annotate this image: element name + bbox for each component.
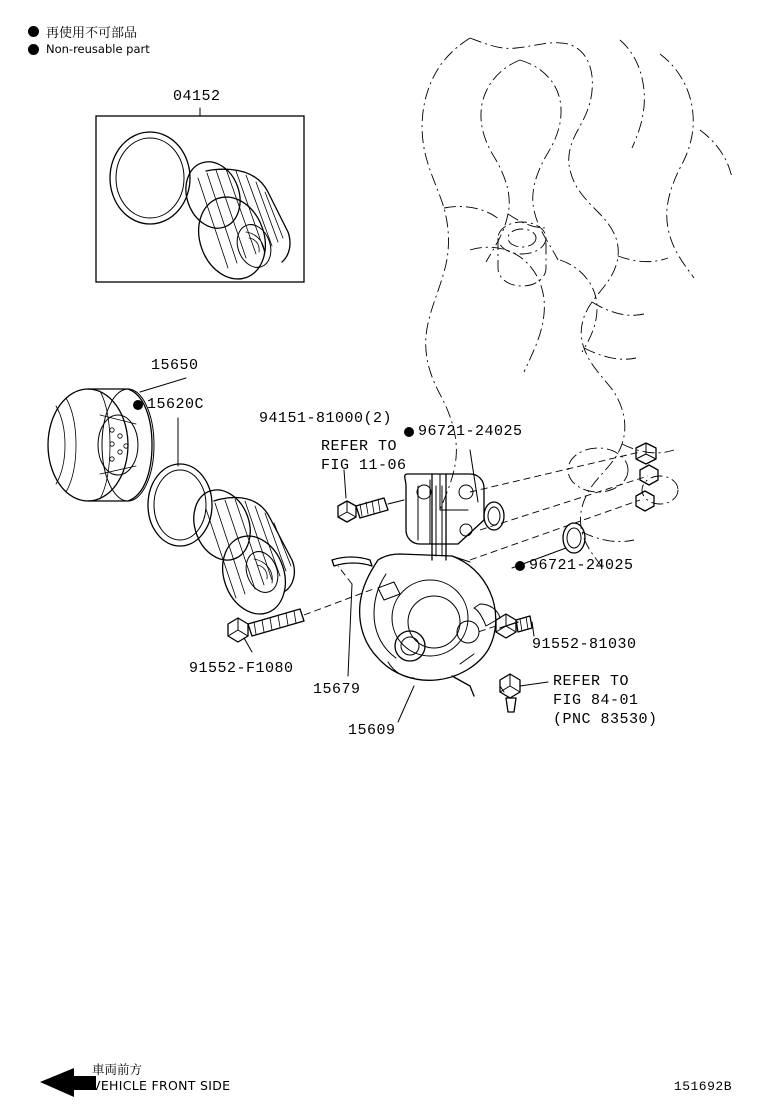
kit-box-04152 <box>96 108 304 288</box>
stud-bolt-94151 <box>338 470 404 522</box>
oil-pump-assembly <box>332 474 500 696</box>
legend-label-jp: 再使用不可部品 <box>46 25 138 41</box>
callout-15679: 15679 <box>313 681 361 698</box>
callout-96721-24025-upper <box>404 423 523 440</box>
legend-item <box>28 40 150 58</box>
engine-block-outline <box>422 38 732 570</box>
legend <box>28 22 150 58</box>
filled-circle-icon <box>133 400 143 410</box>
callout-96721-24025-lower <box>515 557 634 574</box>
filled-circle-icon <box>404 427 414 437</box>
reference-fig-84-01-line3: (PNC 83530) <box>553 710 658 728</box>
filled-circle-icon <box>515 561 525 571</box>
bolt-91552-F1080 <box>228 588 376 652</box>
reference-fig-84-01-line1: REFER TO <box>553 673 630 690</box>
figure-code: 151692B <box>673 1079 732 1094</box>
legend-item <box>28 22 150 40</box>
callout-04152: 04152 <box>173 88 221 105</box>
filled-circle-icon <box>28 26 39 37</box>
reference-fig-11-06-line2: FIG 11-06 <box>321 456 407 474</box>
callout-15650: 15650 <box>151 357 199 374</box>
vehicle-front-side-note <box>92 1060 230 1093</box>
callout-96721-24025-upper-text: 96721-24025 <box>418 423 523 440</box>
reference-fig-84-01-line2: FIG 84-01 <box>553 691 639 709</box>
callout-96721-24025-lower-text: 96721-24025 <box>529 557 634 574</box>
callout-91552-F1080: 91552-F1080 <box>189 660 294 677</box>
reference-fig-84-01 <box>553 673 658 729</box>
vehicle-front-side-en: VEHICLE FRONT SIDE <box>92 1078 231 1093</box>
callout-15620C-text: 15620C <box>147 396 205 413</box>
callout-15620C <box>133 396 204 413</box>
reference-fig-11-06 <box>321 438 407 476</box>
oil-pressure-switch <box>500 674 548 712</box>
callout-91552-81030: 91552-81030 <box>532 636 637 653</box>
legend-label-en: Non-reusable part <box>46 42 150 56</box>
vehicle-front-arrow <box>40 1068 96 1097</box>
filled-circle-icon <box>28 44 39 55</box>
callout-15609: 15609 <box>348 722 396 739</box>
callout-94151-81000: 94151-81000(2) <box>259 410 393 427</box>
oil-feed-pipe <box>470 450 648 568</box>
vehicle-front-side-jp: 車両前方 <box>92 1062 143 1077</box>
reference-fig-11-06-line1: REFER TO <box>321 438 398 455</box>
